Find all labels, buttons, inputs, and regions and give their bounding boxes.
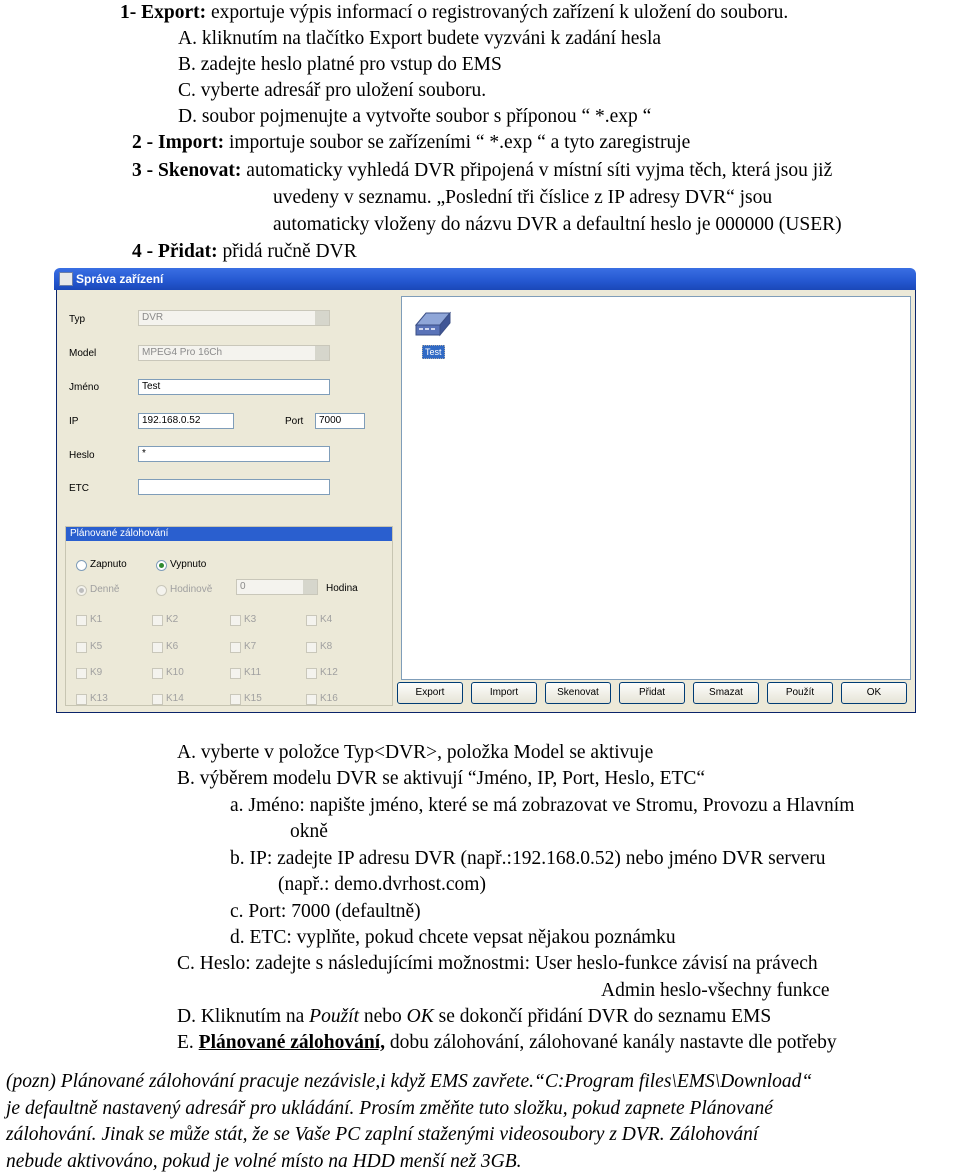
channel-k11-checkbox[interactable] [230, 668, 241, 679]
model-label: Model [69, 348, 97, 359]
channel-k8-label: K8 [320, 641, 333, 652]
channel-k2-label: K2 [166, 614, 179, 625]
channel-k4-checkbox[interactable] [306, 615, 317, 626]
channel-k5-label: K5 [90, 641, 103, 652]
step-b-ip-cont: (např.: demo.dvrhost.com) [278, 874, 486, 895]
type-label: Typ [69, 314, 86, 325]
ip-field[interactable]: 192.168.0.52 [138, 413, 234, 429]
channel-k2-checkbox[interactable] [152, 615, 163, 626]
step-b: B. výběrem modelu DVR se aktivují “Jméno, IP, Port, Heslo, ETC“ [177, 768, 706, 789]
title-bar[interactable] [54, 268, 916, 290]
channel-k16-label: K16 [320, 693, 338, 704]
channel-k15-checkbox[interactable] [230, 694, 241, 705]
chevron-down-icon[interactable] [315, 311, 329, 325]
channel-k10-label: K10 [166, 667, 184, 678]
channel-k3-checkbox[interactable] [230, 615, 241, 626]
port-label: Port [285, 416, 304, 427]
step-c-cont: Admin heslo-všechny funkce [601, 980, 830, 1001]
etc-label: ETC [69, 483, 89, 494]
channel-k14-checkbox[interactable] [152, 694, 163, 705]
daily-radio[interactable] [76, 585, 87, 596]
backup-off-radio[interactable] [156, 560, 167, 571]
channel-k14-label: K14 [166, 693, 184, 704]
dialog-body [56, 290, 916, 713]
import-button[interactable]: Import [471, 682, 537, 704]
step-b-name-cont: okně [290, 821, 328, 842]
step-b-etc: d. ETC: vyplňte, pokud chcete vepsat nějakou poznámku [230, 927, 676, 948]
channel-k1-label: K1 [90, 614, 103, 625]
daily-label: Denně [90, 584, 120, 595]
chevron-down-icon[interactable] [315, 346, 329, 360]
scan-button[interactable]: Skenovat [545, 682, 611, 704]
hour-value: 0 [240, 581, 246, 592]
channel-k9-checkbox[interactable] [76, 668, 87, 679]
backup-off-label: Vypnuto [170, 559, 207, 570]
channel-k6-checkbox[interactable] [152, 642, 163, 653]
export-step-c: C. vyberte adresář pro uložení souboru. [178, 80, 487, 101]
channel-k12-checkbox[interactable] [306, 668, 317, 679]
spinner-icon[interactable] [303, 580, 317, 594]
model-value: MPEG4 Pro 16Ch [142, 347, 223, 358]
step-b-port: c. Port: 7000 (defaultně) [230, 901, 421, 922]
app-icon [59, 272, 73, 286]
type-value: DVR [142, 312, 164, 323]
channel-k5-checkbox[interactable] [76, 642, 87, 653]
device-list[interactable] [401, 296, 911, 680]
hour-label: Hodina [326, 583, 358, 594]
step-c: C. Heslo: zadejte s následujícími možnostmi: User heslo-funkce závisí na právech [177, 953, 818, 974]
channel-k16-checkbox[interactable] [306, 694, 317, 705]
channel-k13-label: K13 [90, 693, 108, 704]
note-line-1: (pozn) Plánované zálohování pracuje nezávisle,i když EMS zavřete.“C:Program files\EMS\Download“ [6, 1071, 813, 1092]
hourly-radio[interactable] [156, 585, 167, 596]
name-label: Jméno [69, 382, 100, 393]
ip-label: IP [69, 416, 79, 427]
export-step-a: A. kliknutím na tlačítko Export budete vyzváni k zadání hesla [178, 28, 662, 49]
delete-button[interactable]: Smazat [693, 682, 759, 704]
export-step-b: B. zadejte heslo platné pro vstup do EMS [178, 54, 502, 75]
channel-k7-label: K7 [244, 641, 257, 652]
channel-k11-label: K11 [244, 667, 262, 678]
scan-line-3: automaticky vloženy do názvu DVR a defaultní heslo je 000000 (USER) [273, 214, 842, 235]
hourly-label: Hodinově [170, 584, 213, 595]
channel-k4-label: K4 [320, 614, 333, 625]
step-d: D. Kliknutím na Použít nebo OK se dokončí přidání DVR do seznamu EMS [177, 1006, 772, 1027]
note-line-4: nebude aktivováno, pokud je volné místo na HDD menší než 3GB. [6, 1151, 522, 1172]
backup-on-radio[interactable] [76, 560, 87, 571]
channel-k10-checkbox[interactable] [152, 668, 163, 679]
channel-k7-checkbox[interactable] [230, 642, 241, 653]
device-management-dialog [54, 268, 916, 714]
export-line: 1- Export: exportuje výpis informací o registrovaných zařízení k uložení do souboru. [120, 2, 789, 23]
hour-spinner[interactable] [236, 579, 318, 595]
export-button[interactable]: Export [397, 682, 463, 704]
dvr-device-label[interactable]: Test [422, 345, 445, 359]
model-select[interactable] [138, 345, 330, 361]
dvr-device-icon[interactable] [412, 307, 452, 341]
dialog-title: Správa zařízení [76, 272, 164, 286]
port-field[interactable]: 7000 [315, 413, 365, 429]
ok-button[interactable]: OK [841, 682, 907, 704]
type-select[interactable] [138, 310, 330, 326]
scheduled-backup-panel [65, 526, 393, 706]
note-line-2: je defaultně nastavený adresář pro ukládání. Prosím změňte tuto složku, pokud zapnete Plánované [6, 1098, 773, 1119]
apply-button[interactable]: Použít [767, 682, 833, 704]
note-line-3: zálohování. Jinak se může stát, že se Vaše PC zaplní staženými videosoubory z DVR. Zálohování [6, 1124, 759, 1145]
channel-k3-label: K3 [244, 614, 257, 625]
channel-k6-label: K6 [166, 641, 179, 652]
backup-on-label: Zapnuto [90, 559, 127, 570]
name-field[interactable]: Test [138, 379, 330, 395]
channel-k8-checkbox[interactable] [306, 642, 317, 653]
channel-k13-checkbox[interactable] [76, 694, 87, 705]
step-b-ip: b. IP: zadejte IP adresu DVR (např.:192.168.0.52) nebo jméno DVR serveru [230, 848, 826, 869]
channel-k12-label: K12 [320, 667, 338, 678]
add-button[interactable]: Přidat [619, 682, 685, 704]
channel-k15-label: K15 [244, 693, 262, 704]
password-field[interactable]: * [138, 446, 330, 462]
step-e: E. Plánované zálohování, dobu zálohování, zálohované kanály nastavte dle potřeby [177, 1032, 837, 1053]
step-a: A. vyberte v položce Typ<DVR>, položka Model se aktivuje [177, 742, 654, 763]
channel-k1-checkbox[interactable] [76, 615, 87, 626]
password-label: Heslo [69, 450, 95, 461]
scheduled-backup-header: Plánované zálohování [66, 527, 392, 541]
add-line: 4 - Přidat: přidá ručně DVR [132, 241, 357, 262]
import-line: 2 - Import: importuje soubor se zařízeními “ *.exp “ a tyto zaregistruje [132, 132, 691, 153]
channel-k9-label: K9 [90, 667, 103, 678]
export-step-d: D. soubor pojmenujte a vytvořte soubor s příponou “ *.exp “ [178, 106, 652, 127]
step-b-name: a. Jméno: napište jméno, které se má zobrazovat ve Stromu, Provozu a Hlavním [230, 795, 855, 816]
scan-line: 3 - Skenovat: automaticky vyhledá DVR připojená v místní síti vyjma těch, která jsou již [132, 160, 833, 181]
etc-field[interactable] [138, 479, 330, 495]
scan-line-2: uvedeny v seznamu. „Poslední tři číslice z IP adresy DVR“ jsou [273, 187, 773, 208]
